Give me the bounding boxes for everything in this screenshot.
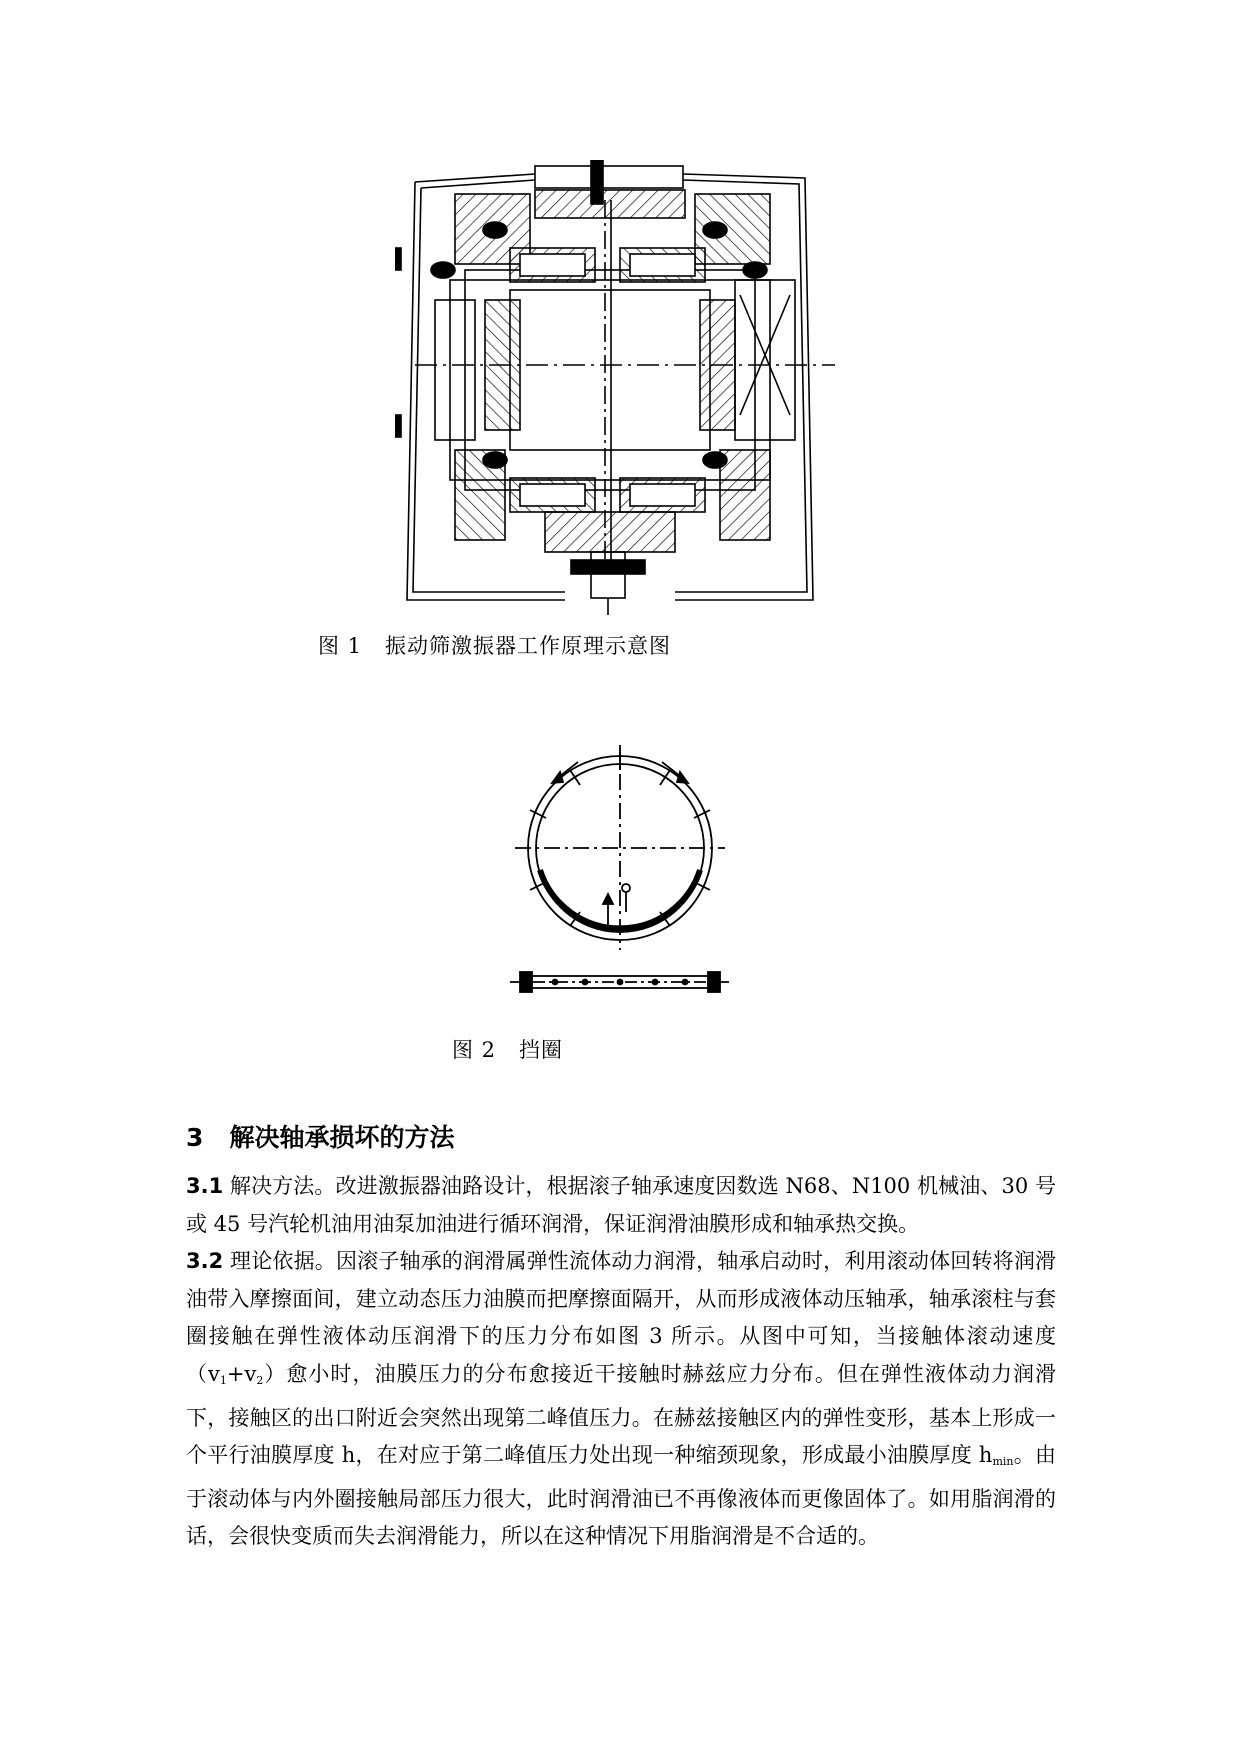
subscript: min <box>992 1455 1014 1469</box>
paragraph-number: 3.2 <box>186 1249 224 1274</box>
paragraph-text: 理论依据。因滚子轴承的润滑属弹性流体动力润滑，轴承启动时，利用滚动体回转将润滑油带入摩擦面间，建立动态压力油膜而把摩擦面隔开，从而形成液体动压轴承，轴承滚柱与套圈接触在弹性液体动压润滑下的压力分布如图 3 所示。从图中可知，当接触体滚动速度（v <box>186 1249 1056 1386</box>
subscript: 1 <box>219 1373 227 1387</box>
section-heading: 3 解决轴承损坏的方法 <box>186 1123 455 1152</box>
vibrator-assembly-drawing <box>395 160 845 620</box>
paragraph-text: +v <box>226 1361 257 1386</box>
subscript: 2 <box>256 1373 264 1387</box>
paragraph-3-2 <box>186 1243 1056 1556</box>
paragraph-text: 解决方法。改进激振器油路设计，根据滚子轴承速度因数选 N68、N100 机械油、30 号或 45 号汽轮机油用油泵加油进行循环润滑，保证润滑油膜形成和轴承热交换。 <box>186 1174 1056 1236</box>
paragraph-text: 。由于滚动体与内外圈接触局部压力很大，此时润滑油已不再像液体而更像固体了。如用脂润滑的话，会很快变质而失去润滑能力，所以在这种情况下用脂润滑是不合适的。 <box>186 1443 1056 1549</box>
figure-2-caption: 图 2 挡圈 <box>452 1038 564 1062</box>
figure-1-caption: 图 1 振动筛激振器工作原理示意图 <box>318 634 672 658</box>
paragraph-3-1 <box>186 1168 1056 1243</box>
paragraph-number: 3.1 <box>186 1174 224 1198</box>
body-text <box>186 1168 1056 1556</box>
retaining-ring-drawing <box>500 700 740 1000</box>
paragraph-text: ）愈小时，油膜压力的分布愈接近干接触时赫兹应力分布。但在弹性液体动力润滑下，接触区的出口附近会突然出现第二峰值压力。在赫兹接触区内的弹性变形，基本上形成一个平行油膜厚度 h，在对应于第二峰值压力处出现一种缩颈现象，形成最小油膜厚度 h <box>186 1361 1056 1468</box>
